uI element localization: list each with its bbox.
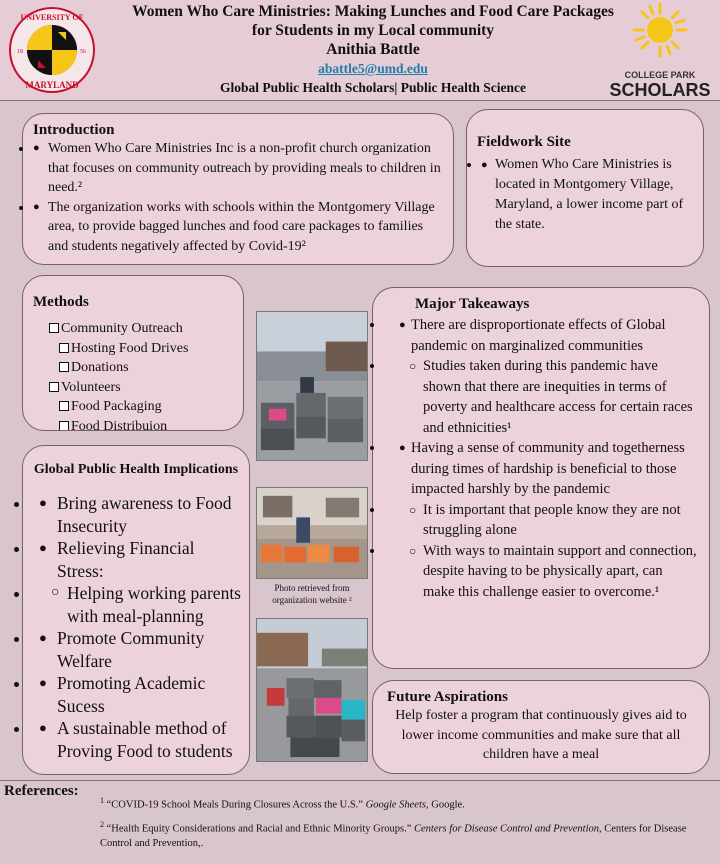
introduction-bullet: ● • The organization works with schools within the Montgomery Village area, to provide bagged lunches and food care packages to families and students negatively affected by Covid-19² <box>33 198 443 257</box>
takeaways-bullet: ● • Having a sense of community and togetherness during times of hardship is beneficial to those impacted harshly by the pandemic <box>385 438 697 500</box>
methods-panel <box>22 275 244 431</box>
checkbox-square-icon <box>49 323 59 333</box>
author-name: Anithia Battle <box>326 41 420 58</box>
implications-bullet: ● • Promoting Academic Sucess <box>31 672 241 717</box>
svg-text:SCHOLARS: SCHOLARS <box>609 80 711 98</box>
checkbox-square-icon <box>59 421 69 431</box>
fieldwork-site-bullet: ● • Women Who Care Ministries is located in Montgomery Village, Maryland, a lower income part of the state. <box>481 155 693 235</box>
future-aspirations-panel <box>372 680 710 774</box>
takeaways-subbullet: ○ • Studies taken during this pandemic have shown that there are inequities in terms of poverty and healthcare access for certain races and ethnicities¹ <box>385 356 697 438</box>
methods-subitem: • Food Distribuion <box>33 417 233 432</box>
food-crates-parking-lot-photo <box>256 311 368 461</box>
university-of-maryland-seal-icon <box>8 6 96 94</box>
methods-item: • Community Outreach <box>33 319 233 339</box>
fieldwork-site-heading: Fieldwork Site <box>477 134 571 150</box>
references-section <box>0 780 720 864</box>
author-email-link[interactable]: abattle5@umd.edu <box>318 61 428 76</box>
methods-subitem: • Food Packaging <box>33 397 233 417</box>
svg-text:56: 56 <box>80 49 86 55</box>
reference-item: $^2$ “Health Equity Considerations and Racial and Ethnic Minority Groups.” Centers for Disease Control and Prevention, Centers for Disease Control and Prevention,. <box>100 819 687 849</box>
takeaways-subbullet: ○ • With ways to maintain support and connection, despite having to be physically apart, can make this challenge easier to overcome.¹ <box>385 541 697 603</box>
food-crates-stacked-photo <box>256 618 368 762</box>
fieldwork-site-panel <box>466 109 704 267</box>
implications-subbullet: ○ • Helping working parents with meal-planning <box>31 582 241 627</box>
reference-item: $^1$ “COVID-19 School Meals During Closures Across the U.S.” Google Sheets, Google. <box>100 796 465 811</box>
methods-item: • Volunteers <box>33 378 233 398</box>
takeaways-bullet: ● • There are disproportionate effects of Global pandemic on marginalized communities <box>385 315 697 356</box>
future-aspirations-heading: Future Aspirations <box>387 689 508 705</box>
checkbox-square-icon <box>59 343 69 353</box>
introduction-heading: Introduction <box>33 122 115 138</box>
food-packaging-room-photo <box>256 487 368 579</box>
future-aspirations-text: Help foster a program that continuously gives aid to lower income communities and make sure that all children have a meal <box>395 708 687 762</box>
college-park-scholars-logo-icon <box>600 2 718 98</box>
introduction-bullet: ● • Women Who Care Ministries Inc is a non-profit church organization that focuses on community outreach by providing meals to children in need.² <box>33 139 443 198</box>
references-heading: References: <box>4 783 79 799</box>
methods-heading: Methods <box>33 294 89 310</box>
methods-subitem: • Donations <box>33 358 233 378</box>
checkbox-square-icon <box>59 362 69 372</box>
checkbox-square-icon <box>49 382 59 392</box>
global-public-health-implications-panel <box>22 445 250 775</box>
implications-heading: Global Public Health Implications <box>33 462 239 477</box>
takeaways-subbullet: ○ • It is important that people know they are not struggling alone <box>385 500 697 541</box>
implications-bullet: ● • Relieving Financial Stress: <box>31 537 241 582</box>
poster-header <box>0 0 720 101</box>
program-name: Global Public Health Scholars| Public Health Science <box>220 80 526 95</box>
svg-text:MARYLAND: MARYLAND <box>25 80 79 90</box>
poster-title <box>100 2 646 40</box>
implications-bullet: ● • Promote Community Welfare <box>31 627 241 672</box>
major-takeaways-heading: Major Takeaways <box>415 296 530 312</box>
implications-bullet: ● • Bring awareness to Food Insecurity <box>31 492 241 537</box>
svg-text:COLLEGE PARK: COLLEGE PARK <box>624 70 696 80</box>
methods-subitem: • Hosting Food Drives <box>33 339 233 359</box>
checkbox-square-icon <box>59 401 69 411</box>
poster-title-line-1: Women Who Care Ministries: Making Lunches and Food Care Packages <box>132 3 614 20</box>
svg-text:UNIVERSITY OF: UNIVERSITY OF <box>20 13 84 22</box>
introduction-panel <box>22 113 454 265</box>
svg-text:18: 18 <box>17 49 23 55</box>
poster-title-line-2: for Students in my Local community <box>251 22 495 39</box>
implications-bullet: ● • A sustainable method of Proving Food to students <box>31 717 241 762</box>
photo-caption: Photo retrieved from organization website ² <box>272 583 352 605</box>
major-takeaways-panel <box>372 287 710 669</box>
